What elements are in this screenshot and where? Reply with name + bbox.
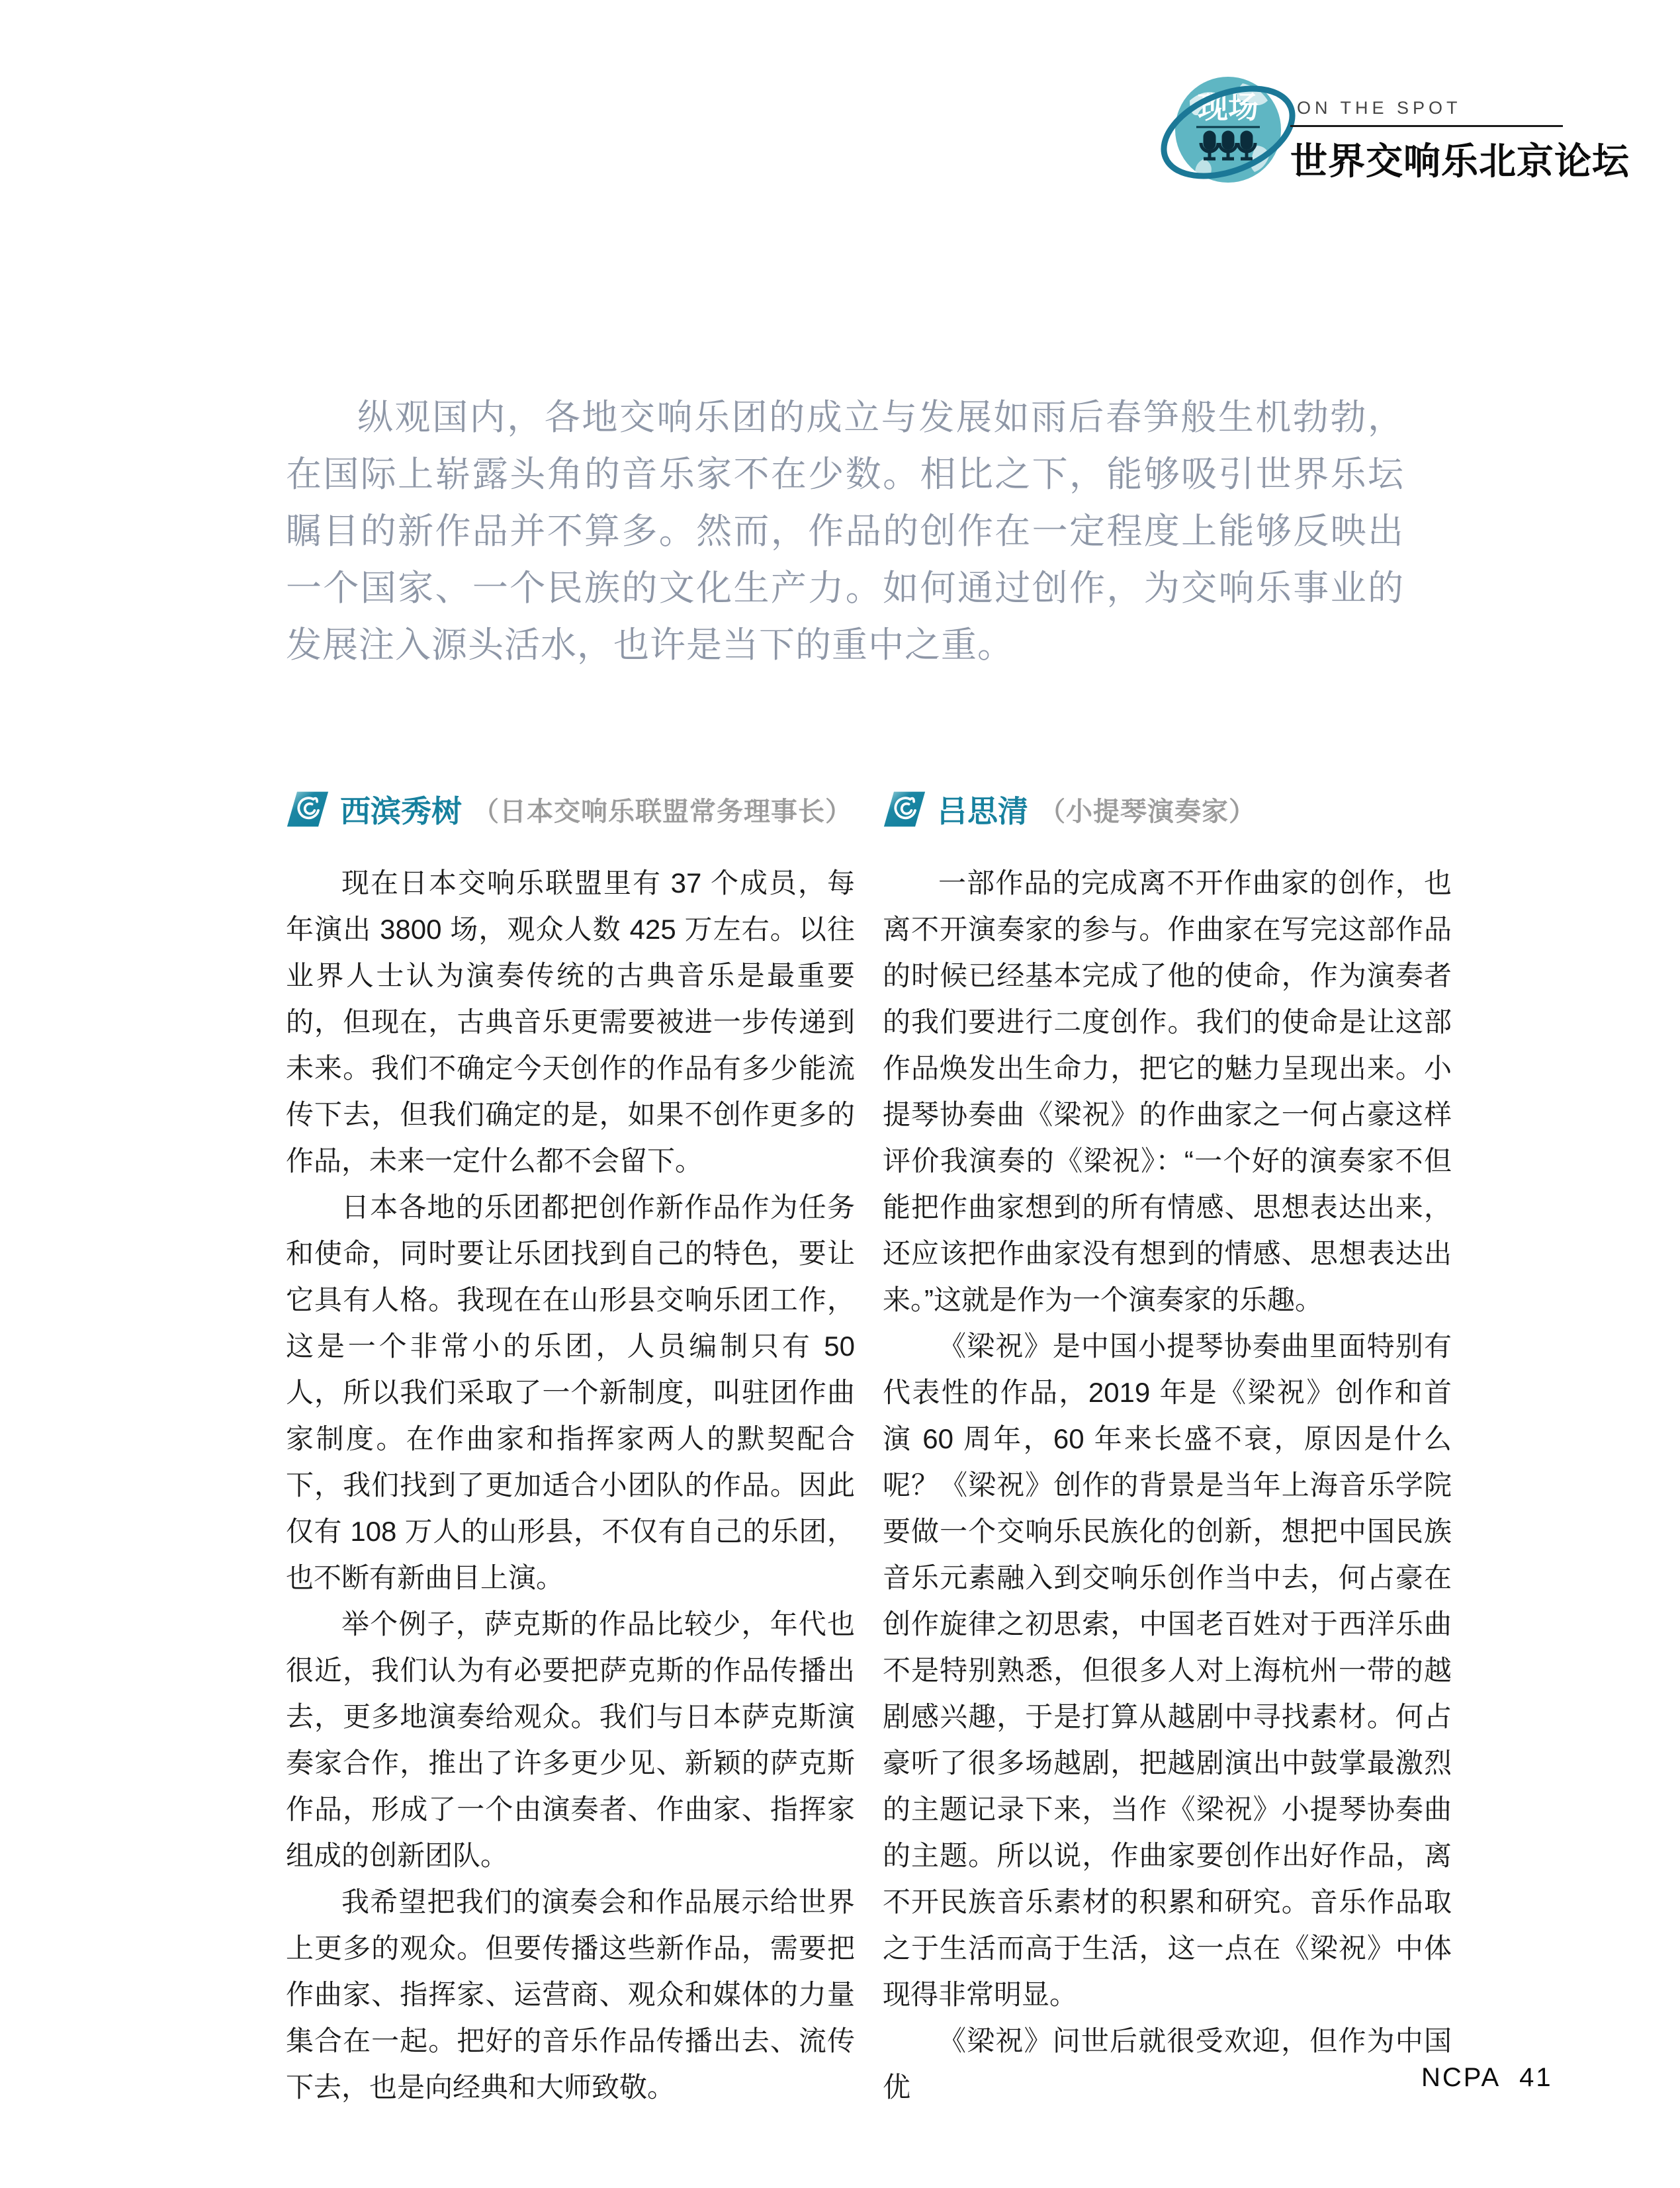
speaker-header — [286, 789, 855, 830]
intro-paragraph: 纵观国内，各地交响乐团的成立与发展如雨后春笋般生机勃勃，在国际上崭露头角的音乐家不在少数。相比之下，能够吸引世界乐坛瞩目的新作品并不算多。然而，作品的创作在一定程度上能够反映出一个国家、一个民族的文化生产力。如何通过创作，为交响乐事业的发展注入源头活水，也许是当下的重中之重。 — [286, 398, 1404, 665]
header-text — [1290, 98, 1630, 185]
body-paragraph: 《梁祝》问世后就很受欢迎，但作为中国优 — [883, 2025, 1452, 2103]
interview-columns — [286, 789, 1452, 2111]
body-paragraph: 一部作品的完成离不开作曲家的创作，也离不开演奏家的参与。作曲家在写完这部作品的时候已经基本完成了他的使命，作为演奏者的我们要进行二度创作。我们的使命是让这部作品焕发出生命力，把它的魅力呈现出来。小提琴协奏曲《梁祝》的作曲家之一何占豪这样评价我演奏的《梁祝》：“一个好的演奏家不但能把作曲家想到的所有情感、思想表达出来，还应该把作曲家没有想到的情感、思想表达出来。”这就是作为一个演奏家的乐趣。 — [883, 867, 1452, 1315]
page-footer — [1421, 2063, 1553, 2093]
header-subtitle-en: ON THE SPOT — [1297, 98, 1462, 118]
ncpa-badge-icon — [883, 790, 926, 828]
speaker-name: 吕思清 — [937, 794, 1028, 828]
page-header — [1158, 66, 1630, 205]
body-paragraph: 我希望把我们的演奏会和作品展示给世界上更多的观众。但要传播这些新作品，需要把作曲家、指挥家、运营商、观众和媒体的力量集合在一起。把好的音乐作品传播出去、流传下去，也是向经典和大师致敬。 — [286, 1886, 855, 2103]
body-paragraph: 现在日本交响乐联盟里有 37 个成员，每年演出 3800 场，观众人数 425 万左右。以往业界人士认为演奏传统的古典音乐是最重要的，但现在，古典音乐更需要被进一步传递到未来。我们不确定今天创作的作品有多少能流传下去，但我们确定的是，如果不创作更多的作品，未来一定什么都不会留下。 — [286, 867, 855, 1176]
ncpa-badge-icon — [286, 790, 330, 828]
globe-stage-icon — [1158, 66, 1298, 201]
body-paragraph: 日本各地的乐团都把创作新作品作为任务和使命，同时要让乐团找到自己的特色，要让它具有人格。我现在在山形县交响乐团工作，这是一个非常小的乐团，人员编制只有 50 人，所以我们采取了一个新制度，叫驻团作曲家制度。在作曲家和指挥家两人的默契配合下，我们找到了更加适合小团队的作品。因此仅有 108 万人的山形县，不仅有自己的乐团，也不断有新曲目上演。 — [286, 1192, 855, 1593]
speaker-name: 西滨秀树 — [340, 794, 462, 828]
microphone-icon — [1201, 132, 1255, 159]
speaker-column-left — [286, 789, 855, 2111]
speaker-column-right — [883, 789, 1452, 2111]
header-title: 世界交响乐北京论坛 — [1290, 140, 1630, 182]
body-paragraph: 《梁祝》是中国小提琴协奏曲里面特别有代表性的作品，2019 年是《梁祝》创作和首演 60 周年，60 年来长盛不衰，原因是什么呢？《梁祝》创作的背景是当年上海音乐学院要做一个交响乐民族化的创新，想把中国民族音乐元素融入到交响乐创作当中去，何占豪在创作旋律之初思索，中国老百姓对于西洋乐曲不是特别熟悉，但很多人对上海杭州一带的越剧感兴趣，于是打算从越剧中寻找素材。何占豪听了很多场越剧，把越剧演出中鼓掌最激烈的主题记录下来，当作《梁祝》小提琴协奏曲的主题。所以说，作曲家要创作出好作品，离不开民族音乐素材的积累和研究。音乐作品取之于生活而高于生活，这一点在《梁祝》中体现得非常明显。 — [883, 1331, 1452, 2010]
svg-text:现场: 现场 — [1198, 90, 1259, 124]
body-paragraph: 举个例子，萨克斯的作品比较少，年代也很近，我们认为有必要把萨克斯的作品传播出去，更多地演奏给观众。我们与日本萨克斯演奏家合作，推出了许多更少见、新颖的萨克斯作品，形成了一个由演奏者、作曲家、指挥家组成的创新团队。 — [286, 1608, 855, 1871]
forum-logo — [1158, 66, 1298, 201]
header-rule — [1290, 125, 1563, 127]
speaker-role: （小提琴演奏家） — [1039, 797, 1256, 826]
page-number: NCPA 41 — [1421, 2063, 1553, 2092]
speaker-role: （日本交响乐联盟常务理事长） — [472, 797, 852, 826]
speaker-header — [883, 789, 1452, 830]
